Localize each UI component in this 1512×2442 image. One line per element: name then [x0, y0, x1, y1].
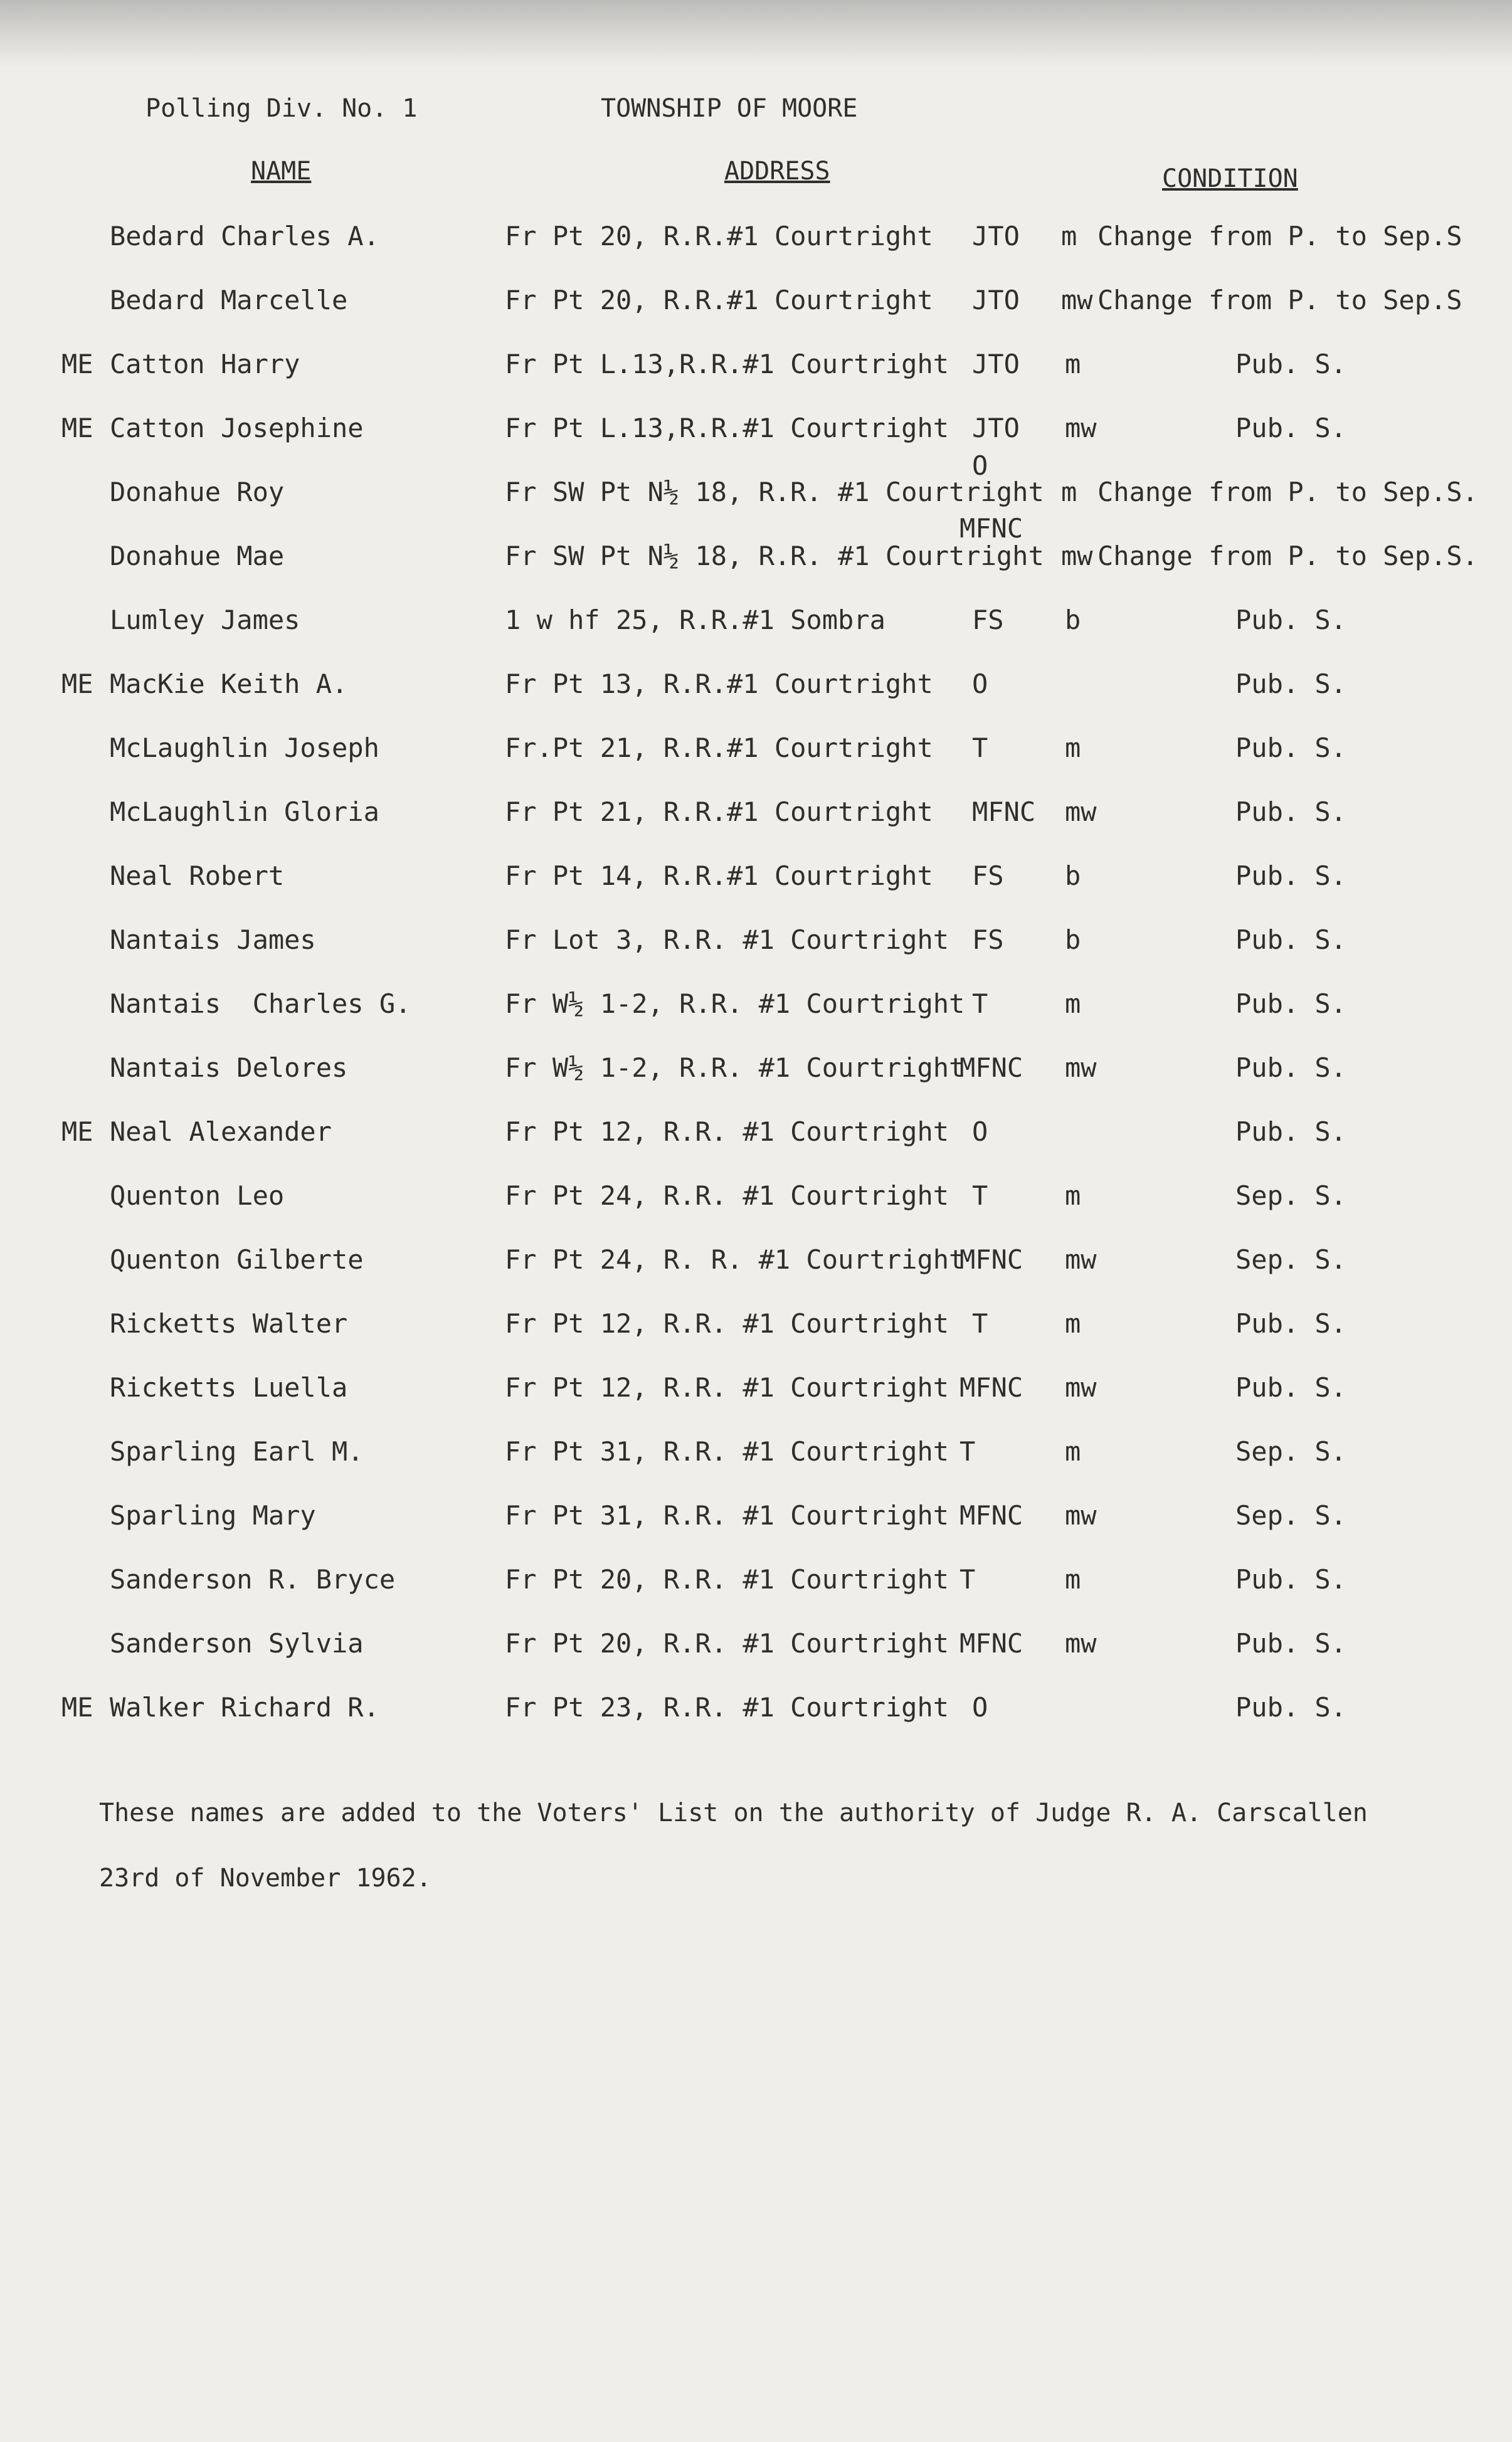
voter-code: MFNC	[960, 1244, 1023, 1275]
voter-row	[0, 1116, 1512, 1180]
voter-address: 1 w hf 25, R.R.#1 Sombra	[505, 605, 886, 635]
voter-status: mw	[1061, 541, 1093, 571]
voter-name: Walker Richard R.	[110, 1692, 379, 1723]
voter-name: Lumley James	[110, 605, 300, 635]
voter-name: Quenton Leo	[110, 1180, 285, 1211]
voter-name: Sparling Mary	[110, 1500, 316, 1531]
voter-code: JTO	[972, 349, 1020, 379]
voter-row	[0, 285, 1512, 349]
voter-status: m	[1061, 221, 1077, 251]
voter-row	[0, 988, 1512, 1052]
entry-mark: ME	[61, 1116, 93, 1147]
voter-name: Sparling Earl M.	[110, 1436, 364, 1467]
voter-name: Sanderson R. Bryce	[110, 1564, 396, 1595]
voter-status: b	[1065, 924, 1081, 955]
voter-row	[0, 1052, 1512, 1116]
voter-code: JTO	[972, 221, 1020, 251]
voter-name: Bedard Marcelle	[110, 285, 348, 315]
voter-row	[0, 796, 1512, 860]
voter-address: Fr Pt 20, R.R. #1 Courtright	[505, 1564, 949, 1595]
voter-name: Neal Alexander	[110, 1116, 332, 1147]
voter-status: m	[1065, 732, 1081, 763]
voter-address: Fr Pt 13, R.R.#1 Courtright	[505, 669, 933, 699]
voter-name: Ricketts Walter	[110, 1308, 348, 1339]
voter-code: MFNC	[960, 1052, 1023, 1083]
voter-address: Fr Pt 12, R.R. #1 Courtright	[505, 1116, 949, 1147]
voter-status: m	[1065, 349, 1081, 379]
voter-condition: Pub. S.	[1235, 1372, 1347, 1403]
voter-address: Fr.Pt 21, R.R.#1 Courtright	[505, 732, 933, 763]
voter-status: mw	[1065, 1500, 1097, 1531]
voter-row	[0, 924, 1512, 988]
voter-row	[0, 1180, 1512, 1244]
voter-address: Fr W½ 1-2, R.R. #1 Courtright	[505, 988, 965, 1019]
voter-address: Fr Pt 20, R.R.#1 Courtright	[505, 221, 933, 251]
voter-condition: Pub. S.	[1235, 1692, 1347, 1723]
voter-row	[0, 1308, 1512, 1372]
condition-column-header: CONDITION	[1162, 164, 1298, 193]
voter-code: MFNC	[960, 1372, 1023, 1403]
voter-name: McLaughlin Joseph	[110, 732, 379, 763]
voter-name: Quenton Gilberte	[110, 1244, 364, 1275]
voter-name: Neal Robert	[110, 860, 285, 891]
voter-code: T	[972, 988, 988, 1019]
voter-row	[0, 221, 1512, 285]
voter-name: Donahue Mae	[110, 541, 285, 571]
voter-name: Nantais Charles G.	[110, 988, 411, 1019]
voter-row	[0, 860, 1512, 924]
voter-row	[0, 1244, 1512, 1308]
voter-name: Ricketts Luella	[110, 1372, 348, 1403]
entry-mark: ME	[61, 413, 93, 443]
voter-address: Fr Pt 31, R.R. #1 Courtright	[505, 1436, 949, 1467]
voter-code: T	[972, 1180, 988, 1211]
voter-code: JTO	[972, 285, 1020, 315]
voter-code: FS	[972, 860, 1004, 891]
voter-condition: Sep. S.	[1235, 1500, 1347, 1531]
voter-address: Fr Pt 24, R.R. #1 Courtright	[505, 1180, 949, 1211]
voter-row	[0, 1564, 1512, 1628]
voter-row	[0, 1500, 1512, 1564]
polling-division: Polling Div. No. 1	[145, 94, 418, 123]
voter-row	[0, 732, 1512, 796]
voter-row	[0, 605, 1512, 669]
voter-address: Fr Pt L.13,R.R.#1 Courtright	[505, 413, 949, 443]
voter-address: Fr Pt 24, R. R. #1 Courtright	[505, 1244, 965, 1275]
voter-name: MacKie Keith A.	[110, 669, 348, 699]
voter-row	[0, 349, 1512, 413]
voter-code: JTO	[972, 413, 1020, 443]
voter-address: Fr Pt 12, R.R. #1 Courtright	[505, 1308, 949, 1339]
voter-condition: Change from P. to Sep.S.	[1097, 477, 1478, 507]
voter-status: mw	[1065, 1628, 1097, 1659]
voter-status: m	[1065, 1308, 1081, 1339]
voter-code: T	[960, 1436, 976, 1467]
voter-name: Catton Harry	[110, 349, 300, 379]
voter-name: Sanderson Sylvia	[110, 1628, 364, 1659]
voter-status: mw	[1065, 1244, 1097, 1275]
voter-status: b	[1065, 860, 1081, 891]
voter-condition: Pub. S.	[1235, 1116, 1347, 1147]
entry-mark: ME	[61, 349, 93, 379]
voter-address: Fr Pt 31, R.R. #1 Courtright	[505, 1500, 949, 1531]
voter-address: Fr Lot 3, R.R. #1 Courtright	[505, 924, 949, 955]
voter-condition: Pub. S.	[1235, 732, 1347, 763]
voter-code: MFNC	[972, 796, 1036, 827]
township-title: TOWNSHIP OF MOORE	[601, 94, 858, 123]
voter-status: mw	[1065, 796, 1097, 827]
voter-code: O	[972, 450, 988, 481]
voter-address: Fr SW Pt N½ 18, R.R. #1 Courtright	[505, 477, 1044, 507]
voter-condition: Change from P. to Sep.S.	[1097, 541, 1478, 571]
voter-status: mw	[1065, 413, 1097, 443]
voter-address: Fr SW Pt N½ 18, R.R. #1 Courtright	[505, 541, 1044, 571]
entry-mark: ME	[61, 1692, 93, 1723]
voter-status: m	[1065, 1436, 1081, 1467]
voter-condition: Pub. S.	[1235, 1308, 1347, 1339]
voter-row	[0, 513, 1512, 605]
voter-status: m	[1065, 1564, 1081, 1595]
voter-address: Fr Pt L.13,R.R.#1 Courtright	[505, 349, 949, 379]
voter-code: O	[972, 1116, 988, 1147]
voter-condition: Pub. S.	[1235, 1564, 1347, 1595]
voter-row	[0, 669, 1512, 732]
voter-condition: Pub. S.	[1235, 924, 1347, 955]
voter-status: b	[1065, 605, 1081, 635]
voter-condition: Pub. S.	[1235, 349, 1347, 379]
voter-code: T	[972, 732, 988, 763]
voter-condition: Pub. S.	[1235, 988, 1347, 1019]
voter-condition: Pub. S.	[1235, 413, 1347, 443]
voter-status: mw	[1061, 285, 1093, 315]
voter-address: Fr Pt 14, R.R.#1 Courtright	[505, 860, 933, 891]
voter-name: McLaughlin Gloria	[110, 796, 379, 827]
voter-code: T	[972, 1308, 988, 1339]
voter-code: O	[972, 669, 988, 699]
voter-condition: Pub. S.	[1235, 1628, 1347, 1659]
voter-status: m	[1065, 1180, 1081, 1211]
voter-condition: Sep. S.	[1235, 1180, 1347, 1211]
voter-address: Fr Pt 21, R.R.#1 Courtright	[505, 796, 933, 827]
voter-condition: Pub. S.	[1235, 860, 1347, 891]
voter-code: FS	[972, 605, 1004, 635]
voter-row	[0, 1372, 1512, 1436]
voter-code: FS	[972, 924, 1004, 955]
voter-address: Fr Pt 23, R.R. #1 Courtright	[505, 1692, 949, 1723]
authority-note: These names are added to the Voters' List on the authority of Judge R. A. Carscallen	[99, 1799, 1368, 1827]
address-column-header: ADDRESS	[724, 157, 830, 186]
authority-note-date: 23rd of November 1962.	[99, 1864, 431, 1893]
voter-name: Nantais James	[110, 924, 316, 955]
voter-name: Catton Josephine	[110, 413, 364, 443]
voter-row	[0, 413, 1512, 477]
voter-code: MFNC	[960, 1628, 1023, 1659]
voter-condition: Pub. S.	[1235, 1052, 1347, 1083]
voter-code: O	[972, 1692, 988, 1723]
voter-address: Fr Pt 20, R.R. #1 Courtright	[505, 1628, 949, 1659]
voter-condition: Pub. S.	[1235, 605, 1347, 635]
voter-name: Bedard Charles A.	[110, 221, 379, 251]
voter-status: m	[1061, 477, 1077, 507]
voter-name: Donahue Roy	[110, 477, 285, 507]
voter-condition: Pub. S.	[1235, 796, 1347, 827]
voter-name: Nantais Delores	[110, 1052, 348, 1083]
name-column-header: NAME	[251, 157, 312, 186]
page-top-shadow	[0, 0, 1512, 68]
voter-condition: Change from P. to Sep.S	[1097, 221, 1462, 251]
voter-row	[0, 1628, 1512, 1692]
voter-row	[0, 450, 1512, 541]
voter-condition: Pub. S.	[1235, 669, 1347, 699]
voter-status: m	[1065, 988, 1081, 1019]
voter-status: mw	[1065, 1052, 1097, 1083]
voter-address: Fr Pt 20, R.R.#1 Courtright	[505, 285, 933, 315]
voter-condition: Sep. S.	[1235, 1436, 1347, 1467]
entry-mark: ME	[61, 669, 93, 699]
voter-address: Fr W½ 1-2, R.R. #1 Courtright	[505, 1052, 965, 1083]
voter-row	[0, 1436, 1512, 1500]
voter-row	[0, 1692, 1512, 1756]
voter-code: T	[960, 1564, 976, 1595]
voter-condition: Sep. S.	[1235, 1244, 1347, 1275]
voter-code: MFNC	[960, 513, 1023, 544]
voter-address: Fr Pt 12, R.R. #1 Courtright	[505, 1372, 949, 1403]
voter-condition: Change from P. to Sep.S	[1097, 285, 1462, 315]
voter-status: mw	[1065, 1372, 1097, 1403]
voter-code: MFNC	[960, 1500, 1023, 1531]
